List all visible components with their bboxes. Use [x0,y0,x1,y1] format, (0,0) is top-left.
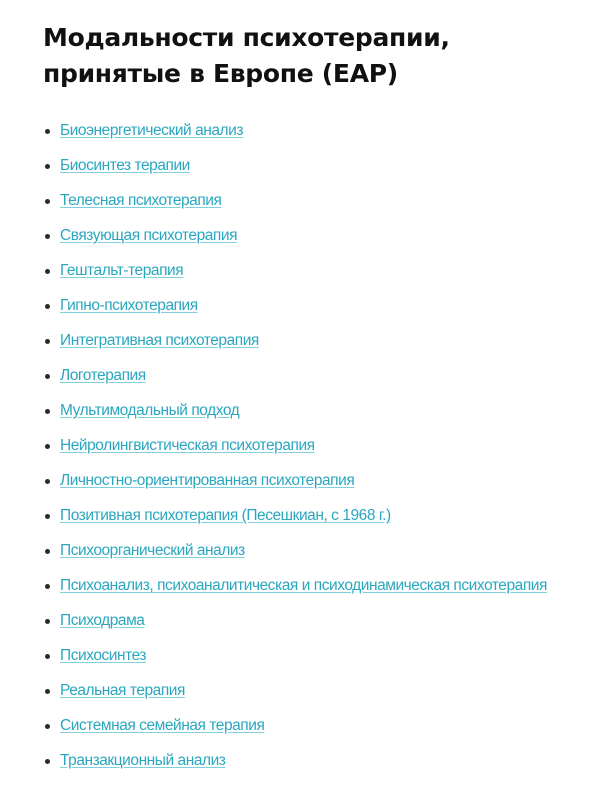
list-item [43,743,580,778]
bullet-icon [45,514,50,519]
list-item [43,323,580,358]
list-item [43,358,580,393]
page-title [43,20,580,92]
list-item [43,498,580,533]
bullet-icon [45,199,50,204]
list-item [43,393,580,428]
page-title-line-2: принятые в Европе (EAP) [43,59,398,88]
modality-link[interactable]: Нейролингвистическая психотерапия [60,437,315,454]
bullet-icon [45,479,50,484]
modality-link[interactable]: Психоорганический анализ [60,542,245,559]
modality-link[interactable]: Гипно-психотерапия [60,297,198,314]
modality-link[interactable]: Психодрама [60,612,145,629]
bullet-icon [45,234,50,239]
bullet-icon [45,444,50,449]
modality-link[interactable]: Мультимодальный подход [60,402,240,419]
modality-link[interactable]: Психоанализ, психоаналитическая и психодинамическая психотерапия [60,577,547,594]
list-item [43,533,580,568]
bullet-icon [45,409,50,414]
bullet-icon [45,619,50,624]
modality-link[interactable]: Личностно-ориентированная психотерапия [60,472,355,489]
modality-link[interactable]: Телесная психотерапия [60,192,222,209]
list-item [43,428,580,463]
list-item [43,218,580,253]
list-item [43,113,580,148]
modality-link[interactable]: Гештальт-терапия [60,262,184,279]
modality-link[interactable]: Реальная терапия [60,682,185,699]
bullet-icon [45,269,50,274]
modality-link[interactable]: Интегративная психотерапия [60,332,259,349]
bullet-icon [45,549,50,554]
list-item [43,463,580,498]
modality-link[interactable]: Биосинтез терапии [60,157,190,174]
page-title-line-1: Модальности психотерапии, [43,23,450,52]
modality-link[interactable]: Транзакционный анализ [60,752,226,769]
bullet-icon [45,164,50,169]
list-item [43,708,580,743]
list-item [43,148,580,183]
modality-link[interactable]: Позитивная психотерапия (Песешкиан, с 1968 г.) [60,507,391,524]
bullet-icon [45,759,50,764]
bullet-icon [45,654,50,659]
modality-list [43,113,580,778]
list-item [43,638,580,673]
list-item [43,183,580,218]
list-item [43,253,580,288]
bullet-icon [45,304,50,309]
modality-link[interactable]: Логотерапия [60,367,146,384]
modality-link[interactable]: Психосинтез [60,647,147,664]
list-item [43,568,580,603]
bullet-icon [45,724,50,729]
modality-link[interactable]: Биоэнергетический анализ [60,122,243,139]
modality-link[interactable]: Системная семейная терапия [60,717,265,734]
list-item [43,673,580,708]
list-item [43,288,580,323]
bullet-icon [45,339,50,344]
bullet-icon [45,689,50,694]
bullet-icon [45,584,50,589]
modality-link[interactable]: Связующая психотерапия [60,227,238,244]
list-item [43,603,580,638]
bullet-icon [45,129,50,134]
bullet-icon [45,374,50,379]
